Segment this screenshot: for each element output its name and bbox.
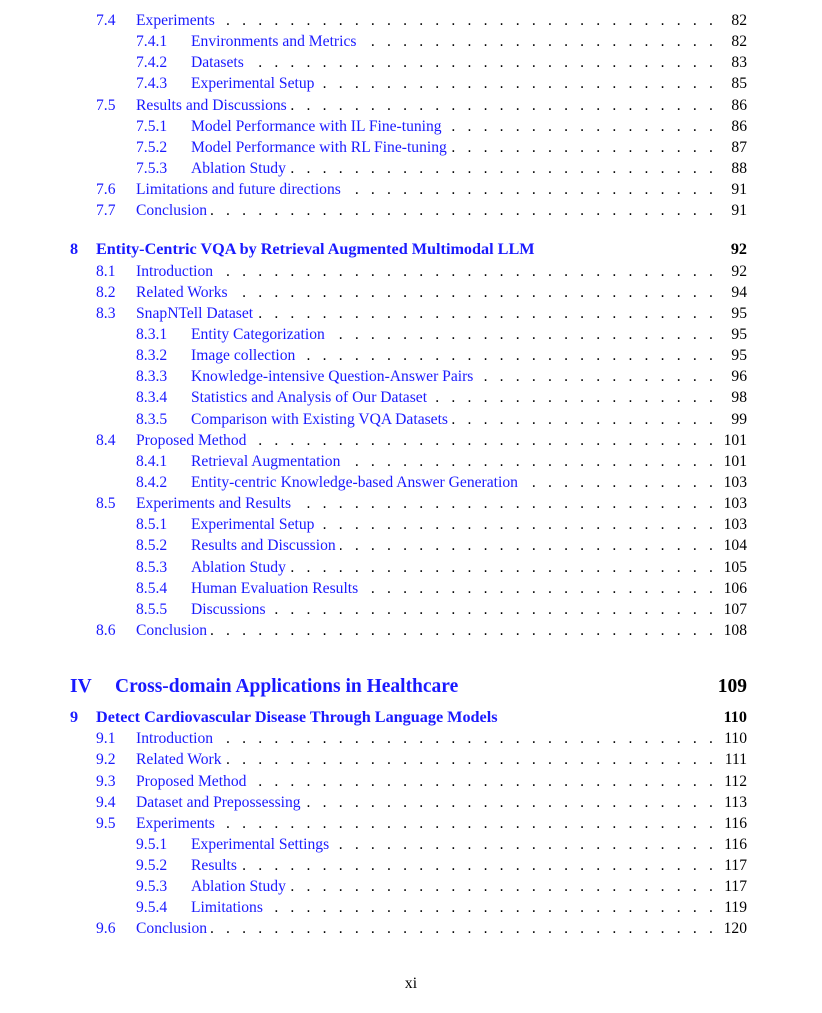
toc-section-entry[interactable] <box>136 493 747 514</box>
toc-subsection-title-link[interactable]: Results and Discussion <box>191 535 340 556</box>
toc-section-page-number[interactable]: 94 <box>731 283 747 301</box>
dot-leader <box>211 620 717 641</box>
toc-subsection-entry[interactable] <box>191 578 747 599</box>
toc-section-row[interactable] <box>0 179 822 200</box>
toc-subsection-number[interactable]: 8.3.3 <box>136 368 168 386</box>
toc-section-number[interactable]: 7.5 <box>96 96 116 114</box>
toc-section-title-link[interactable]: Experiments and Results <box>136 493 295 514</box>
toc-subsection-number[interactable]: 9.5.2 <box>136 857 168 875</box>
toc-section-entry[interactable] <box>136 918 747 939</box>
dot-leader <box>211 200 717 221</box>
toc-subsection-title-link[interactable]: Entity-centric Knowledge-based Answer Generation <box>191 472 522 493</box>
toc-subsection-page-number[interactable]: 96 <box>731 368 747 386</box>
toc-section-entry[interactable] <box>136 728 747 749</box>
toc-subsection-row[interactable] <box>0 31 822 52</box>
toc-subsection-page-number[interactable]: 117 <box>724 878 747 896</box>
dot-leader <box>344 451 717 472</box>
toc-subsection-row[interactable] <box>0 345 822 366</box>
toc-subsection-row[interactable] <box>0 366 822 387</box>
toc-section-entry[interactable] <box>136 200 747 221</box>
toc-subsection-row[interactable] <box>0 73 822 94</box>
dot-leader <box>362 578 717 599</box>
toc-subsection-page-number[interactable]: 98 <box>731 389 747 407</box>
dot-leader <box>267 897 717 918</box>
toc-section-number[interactable]: 9.3 <box>96 772 116 790</box>
toc-subsection-number[interactable]: 7.5.2 <box>136 138 168 156</box>
toc-subsection-entry[interactable] <box>191 116 747 137</box>
toc-subsection-row[interactable] <box>0 578 822 599</box>
toc-subsection-row[interactable] <box>0 137 822 158</box>
toc-section-entry[interactable] <box>136 771 747 792</box>
toc-section-number[interactable]: 8.4 <box>96 431 116 449</box>
toc-section-page-number[interactable]: 91 <box>731 202 747 220</box>
toc-subsection-page-number[interactable]: 116 <box>724 835 747 853</box>
toc-section-entry[interactable] <box>136 792 747 813</box>
toc-subsection-number[interactable]: 8.4.1 <box>136 452 168 470</box>
dot-leader <box>477 366 717 387</box>
toc-subsection-number[interactable]: 8.5.2 <box>136 537 168 555</box>
toc-section-row[interactable] <box>0 493 822 514</box>
toc-subsection-title-link[interactable]: Model Performance with RL Fine-tuning <box>191 137 451 158</box>
toc-subsection-page-number[interactable]: 87 <box>731 138 747 156</box>
toc-section-row[interactable] <box>0 303 822 324</box>
toc-subsection-page-number[interactable]: 95 <box>731 347 747 365</box>
toc-subsection-title-link[interactable]: Datasets <box>191 52 248 73</box>
toc-subsection-number[interactable]: 7.4.2 <box>136 54 168 72</box>
toc-section-row[interactable] <box>0 261 822 282</box>
toc-subsection-title-link[interactable]: Knowledge-intensive Question-Answer Pairs <box>191 366 477 387</box>
toc-subsection-row[interactable] <box>0 897 822 918</box>
toc-subsection-row[interactable] <box>0 52 822 73</box>
toc-subsection-number[interactable]: 8.5.5 <box>136 600 168 618</box>
toc-spacer <box>0 221 822 239</box>
toc-spacer <box>0 641 822 667</box>
toc-section-number[interactable]: 9.2 <box>96 751 116 769</box>
toc-subsection-number[interactable]: 8.4.2 <box>136 473 168 491</box>
toc-subsection-row[interactable] <box>0 557 822 578</box>
toc-subsection-title-link[interactable]: Statistics and Analysis of Our Dataset <box>191 387 431 408</box>
toc-section-title-link[interactable]: Results and Discussions <box>136 95 291 116</box>
toc-subsection-entry[interactable] <box>191 855 747 876</box>
dot-leader <box>290 876 717 897</box>
dot-leader <box>522 472 717 493</box>
toc-section-number[interactable]: 8.6 <box>96 621 116 639</box>
toc-section-page-number[interactable]: 91 <box>731 181 747 199</box>
toc-subsection-number[interactable]: 8.3.5 <box>136 410 168 428</box>
toc-part-number[interactable]: IV <box>70 676 92 698</box>
toc-chapter-title-link[interactable]: Detect Cardiovascular Disease Through Language Models <box>96 707 502 728</box>
toc-subsection-page-number[interactable]: 119 <box>724 899 747 917</box>
toc-subsection-row[interactable] <box>0 535 822 556</box>
dot-leader <box>333 834 717 855</box>
toc-section-title-link[interactable]: Conclusion <box>136 200 211 221</box>
toc-subsection-title-link[interactable]: Discussions <box>191 599 270 620</box>
dot-leader <box>360 31 717 52</box>
toc-subsection-number[interactable]: 8.3.2 <box>136 347 168 365</box>
toc-subsection-row[interactable] <box>0 451 822 472</box>
dot-leader <box>299 345 717 366</box>
toc-section-page-number[interactable]: 110 <box>724 730 747 748</box>
dot-leader <box>219 813 717 834</box>
toc-subsection-title-link[interactable]: Results <box>191 855 241 876</box>
toc-subsection-page-number[interactable]: 103 <box>723 473 747 491</box>
dot-leader <box>318 73 717 94</box>
toc-section-entry[interactable] <box>136 261 747 282</box>
dot-leader <box>217 728 717 749</box>
dot-leader <box>295 493 717 514</box>
toc-subsection-title-link[interactable]: Comparison with Existing VQA Datasets <box>191 409 452 430</box>
toc-subsection-number[interactable]: 7.5.3 <box>136 159 168 177</box>
toc-section-row[interactable] <box>0 792 822 813</box>
toc-subsection-title-link[interactable]: Limitations <box>191 897 267 918</box>
toc-section-page-number[interactable]: 112 <box>724 772 747 790</box>
toc-section-title-link[interactable]: Limitations and future directions <box>136 179 345 200</box>
toc-subsection-number[interactable]: 9.5.1 <box>136 835 168 853</box>
toc-subsection-row[interactable] <box>0 834 822 855</box>
toc-subsection-entry[interactable] <box>191 345 747 366</box>
toc-chapter-number[interactable]: 8 <box>70 240 79 259</box>
toc-subsection-title-link[interactable]: Ablation Study <box>191 557 290 578</box>
toc-section-title-link[interactable]: Proposed Method <box>136 771 250 792</box>
dot-leader <box>217 261 717 282</box>
toc-section-title-link[interactable]: SnapNTell Dataset <box>136 303 257 324</box>
toc-section-title-link[interactable]: Related Works <box>136 282 232 303</box>
toc-section-entry[interactable] <box>136 749 747 770</box>
dot-leader <box>345 179 717 200</box>
toc-section-number[interactable]: 7.4 <box>96 12 116 29</box>
toc-part-title-link[interactable]: Cross-domain Applications in Healthcare <box>115 667 462 707</box>
toc-subsection-row[interactable] <box>0 599 822 620</box>
toc-subsection-row[interactable] <box>0 855 822 876</box>
toc-section-page-number[interactable]: 108 <box>723 621 747 639</box>
toc-section-page-number[interactable]: 111 <box>724 751 747 769</box>
dot-leader <box>290 158 717 179</box>
toc-section-title-link[interactable]: Conclusion <box>136 620 211 641</box>
toc-section-number[interactable]: 8.3 <box>96 304 116 322</box>
toc-section-title-link[interactable]: Related Work <box>136 749 226 770</box>
dot-leader <box>431 387 717 408</box>
toc-subsection-page-number[interactable]: 106 <box>723 579 747 597</box>
toc-section-title-link[interactable]: Dataset and Prepossessing <box>136 792 305 813</box>
toc-subsection-entry[interactable] <box>191 557 747 578</box>
toc-subsection-title-link[interactable]: Human Evaluation Results <box>191 578 362 599</box>
toc-section-entry[interactable] <box>136 430 747 451</box>
toc-section-entry[interactable] <box>136 813 747 834</box>
toc-subsection-title-link[interactable]: Experimental Setup <box>191 73 318 94</box>
toc-subsection-title-link[interactable]: Experimental Settings <box>191 834 333 855</box>
toc-section-number[interactable]: 9.4 <box>96 793 116 811</box>
dot-leader <box>290 557 717 578</box>
toc-section-row[interactable] <box>0 771 822 792</box>
toc-section-number[interactable]: 9.5 <box>96 814 116 832</box>
dot-leader <box>257 303 717 324</box>
toc-subsection-page-number[interactable]: 105 <box>723 558 747 576</box>
toc-subsection-number[interactable]: 7.4.1 <box>136 33 168 51</box>
toc-section-number[interactable]: 9.1 <box>96 730 116 748</box>
toc-subsection-row[interactable] <box>0 876 822 897</box>
toc-subsection-entry[interactable] <box>191 409 747 430</box>
toc-section-entry[interactable] <box>136 179 747 200</box>
toc-subsection-page-number[interactable]: 107 <box>723 600 747 618</box>
toc-section-row[interactable] <box>0 749 822 770</box>
toc-chapter-page-number[interactable]: 92 <box>730 240 747 259</box>
toc-subsection-page-number[interactable]: 101 <box>723 452 747 470</box>
dot-leader <box>291 95 717 116</box>
toc-section-entry[interactable] <box>136 620 747 641</box>
dot-leader <box>340 535 717 556</box>
toc-subsection-page-number[interactable]: 83 <box>731 54 747 72</box>
toc-subsection-entry[interactable] <box>191 31 747 52</box>
dot-leader <box>211 918 717 939</box>
toc-section-page-number[interactable]: 95 <box>731 304 747 322</box>
dot-leader <box>219 10 717 31</box>
toc-section-row[interactable] <box>0 728 822 749</box>
toc-section-number[interactable]: 8.1 <box>96 262 116 280</box>
toc-subsection-number[interactable]: 8.5.1 <box>136 516 168 534</box>
toc-section-page-number[interactable]: 101 <box>723 431 747 449</box>
toc-section-title-link[interactable]: Proposed Method <box>136 430 250 451</box>
toc-subsection-row[interactable] <box>0 409 822 430</box>
toc-section-number[interactable]: 7.6 <box>96 181 116 199</box>
toc-section-number[interactable]: 8.2 <box>96 283 116 301</box>
toc-subsection-page-number[interactable]: 85 <box>731 75 747 93</box>
toc-subsection-row[interactable] <box>0 514 822 535</box>
toc-subsection-page-number[interactable]: 95 <box>731 325 747 343</box>
toc-subsection-number[interactable]: 8.5.3 <box>136 558 168 576</box>
toc-subsection-entry[interactable] <box>191 451 747 472</box>
toc-subsection-title-link[interactable]: Retrieval Augmentation <box>191 451 344 472</box>
dot-leader <box>250 771 717 792</box>
toc-subsection-title-link[interactable]: Ablation Study <box>191 876 290 897</box>
toc-section-row[interactable] <box>0 10 822 31</box>
toc-subsection-title-link[interactable]: Ablation Study <box>191 158 290 179</box>
dot-leader <box>318 514 717 535</box>
toc-subsection-entry[interactable] <box>191 324 747 345</box>
toc-subsection-number[interactable]: 8.3.1 <box>136 325 168 343</box>
toc-subsection-entry[interactable] <box>191 52 747 73</box>
toc-section-entry[interactable] <box>136 10 747 31</box>
dot-leader <box>250 430 717 451</box>
dot-leader <box>452 409 717 430</box>
toc-section-row[interactable] <box>0 430 822 451</box>
toc-subsection-page-number[interactable]: 103 <box>723 516 747 534</box>
dot-leader <box>451 137 717 158</box>
toc-section-row[interactable] <box>0 918 822 939</box>
toc-subsection-page-number[interactable]: 86 <box>731 117 747 135</box>
toc-section-entry[interactable] <box>136 282 747 303</box>
toc-subsection-entry[interactable] <box>191 535 747 556</box>
toc-subsection-entry[interactable] <box>191 472 747 493</box>
toc-part-page-number[interactable]: 109 <box>717 676 747 698</box>
toc-subsection-row[interactable] <box>0 158 822 179</box>
toc-subsection-entry[interactable] <box>191 73 747 94</box>
toc-section-row[interactable] <box>0 200 822 221</box>
toc-chapter-entry[interactable] <box>96 707 747 728</box>
toc-subsection-entry[interactable] <box>191 158 747 179</box>
page-number: xi <box>404 975 418 992</box>
toc-subsection-page-number[interactable]: 82 <box>731 33 747 51</box>
toc-subsection-page-number[interactable]: 88 <box>731 159 747 177</box>
toc-section-row[interactable] <box>0 282 822 303</box>
toc-subsection-row[interactable] <box>0 387 822 408</box>
toc-subsection-page-number[interactable]: 99 <box>731 410 747 428</box>
dot-leader <box>446 116 717 137</box>
dot-leader <box>270 599 717 620</box>
toc-chapter-entry[interactable] <box>96 239 747 260</box>
toc-subsection-row[interactable] <box>0 116 822 137</box>
toc-section-number[interactable]: 8.5 <box>96 495 116 513</box>
toc-subsection-number[interactable]: 7.4.3 <box>136 75 168 93</box>
toc-section-page-number[interactable]: 103 <box>723 495 747 513</box>
toc-chapter-row[interactable] <box>0 707 822 728</box>
toc-chapter-title-link[interactable]: Entity-Centric VQA by Retrieval Augmented Multimodal LLM <box>96 239 539 260</box>
toc-section-page-number[interactable]: 92 <box>731 262 747 280</box>
toc-section-title-link[interactable]: Experiments <box>136 10 219 31</box>
toc-section-page-number[interactable]: 116 <box>724 814 747 832</box>
table-of-contents <box>0 10 822 940</box>
toc-section-title-link[interactable]: Conclusion <box>136 918 211 939</box>
toc-section-page-number[interactable]: 113 <box>724 793 747 811</box>
toc-subsection-row[interactable] <box>0 472 822 493</box>
toc-section-page-number[interactable]: 86 <box>731 96 747 114</box>
toc-subsection-entry[interactable] <box>191 387 747 408</box>
toc-subsection-page-number[interactable]: 117 <box>724 857 747 875</box>
toc-subsection-number[interactable]: 8.5.4 <box>136 579 168 597</box>
toc-subsection-title-link[interactable]: Model Performance with IL Fine-tuning <box>191 116 446 137</box>
toc-subsection-title-link[interactable]: Image collection <box>191 345 299 366</box>
toc-subsection-entry[interactable] <box>191 514 747 535</box>
toc-section-entry[interactable] <box>136 95 747 116</box>
toc-part-entry[interactable] <box>115 667 747 707</box>
toc-chapter-row[interactable] <box>0 239 822 260</box>
toc-section-number[interactable]: 9.6 <box>96 920 116 938</box>
toc-section-page-number[interactable]: 82 <box>731 12 747 29</box>
toc-chapter-page-number[interactable]: 110 <box>723 708 747 727</box>
dot-leader <box>305 792 717 813</box>
toc-part-row[interactable] <box>0 667 822 707</box>
dot-leader <box>226 749 718 770</box>
toc-section-page-number[interactable]: 120 <box>723 920 747 938</box>
toc-subsection-number[interactable]: 9.5.4 <box>136 899 168 917</box>
toc-subsection-number[interactable]: 8.3.4 <box>136 389 168 407</box>
toc-subsection-number[interactable]: 7.5.1 <box>136 117 168 135</box>
toc-section-title-link[interactable]: Introduction <box>136 728 217 749</box>
dot-leader <box>232 282 717 303</box>
toc-section-entry[interactable] <box>136 303 747 324</box>
dot-leader <box>329 324 717 345</box>
toc-section-title-link[interactable]: Experiments <box>136 813 219 834</box>
toc-subsection-title-link[interactable]: Environments and Metrics <box>191 31 360 52</box>
toc-section-row[interactable] <box>0 95 822 116</box>
toc-subsection-number[interactable]: 9.5.3 <box>136 878 168 896</box>
toc-subsection-row[interactable] <box>0 324 822 345</box>
toc-section-title-link[interactable]: Introduction <box>136 261 217 282</box>
toc-section-number[interactable]: 7.7 <box>96 202 116 220</box>
dot-leader <box>241 855 717 876</box>
toc-subsection-page-number[interactable]: 104 <box>723 537 747 555</box>
toc-chapter-number[interactable]: 9 <box>70 708 79 727</box>
toc-subsection-entry[interactable] <box>191 599 747 620</box>
toc-subsection-entry[interactable] <box>191 876 747 897</box>
dot-leader <box>248 52 717 73</box>
toc-section-row[interactable] <box>0 813 822 834</box>
toc-subsection-entry[interactable] <box>191 834 747 855</box>
toc-section-row[interactable] <box>0 620 822 641</box>
toc-subsection-entry[interactable] <box>191 137 747 158</box>
toc-subsection-entry[interactable] <box>191 366 747 387</box>
toc-subsection-entry[interactable] <box>191 897 747 918</box>
toc-subsection-title-link[interactable]: Experimental Setup <box>191 514 318 535</box>
toc-subsection-title-link[interactable]: Entity Categorization <box>191 324 329 345</box>
